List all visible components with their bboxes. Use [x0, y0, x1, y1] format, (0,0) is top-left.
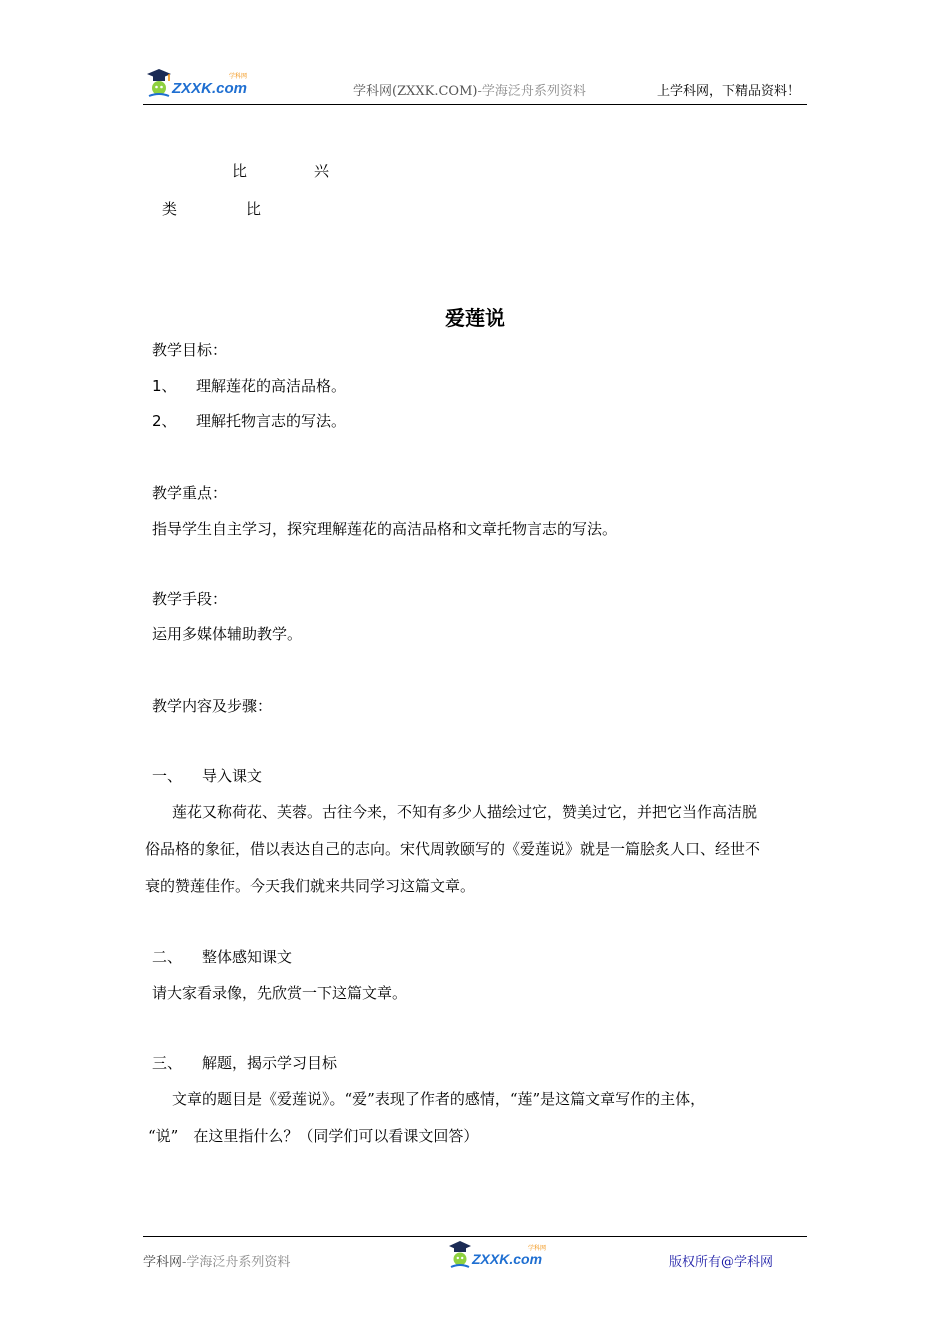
fragment-bi-1: 比 — [232, 162, 248, 180]
logo-tag: 学科网 — [229, 73, 248, 80]
header-center — [353, 80, 586, 99]
section-1-title: 导入课文 — [202, 767, 263, 785]
goal-2-number: 2、 — [152, 412, 177, 430]
fragment-lei: 类 — [162, 200, 178, 218]
header-divider — [143, 104, 807, 105]
means-heading: 教学手段： — [152, 590, 228, 608]
section-2-title: 整体感知课文 — [202, 948, 293, 966]
section-3-title: 解题，揭示学习目标 — [202, 1054, 338, 1072]
goal-1-text: 理解莲花的高洁品格。 — [196, 377, 347, 395]
fragment-xing: 兴 — [314, 162, 330, 180]
footer-copyright: 版权所有@学科网 — [669, 1255, 774, 1270]
footer-series: -学海泛舟系列资料 — [182, 1255, 291, 1270]
footer-site-name: 学科网 — [143, 1255, 183, 1270]
section-1-line-2: 俗品格的象征，借以表达自己的志向。宋代周敦颐写的《爱莲说》就是一篇脍炙人口、经世不 — [145, 840, 761, 858]
graduation-cap-icon — [449, 1241, 471, 1267]
section-1-number: 一、 — [152, 767, 183, 785]
fragment-bi-2: 比 — [246, 200, 262, 218]
section-1-line-1: 莲花又称荷花、芙蓉。古往今来，不知有多少人描绘过它，赞美过它，并把它当作高洁脱 — [172, 803, 758, 821]
section-2-line-1: 请大家看录像，先欣赏一下这篇文章。 — [152, 984, 408, 1002]
header-site-name: 学科网(ZXXK.COM) — [353, 84, 478, 99]
section-3-line-2: “说” 在这里指什么？（同学们可以看课文回答） — [148, 1127, 479, 1145]
footer-logo-wordmark: ZXXK.com — [472, 1251, 543, 1267]
section-1-line-3: 衰的赞莲佳作。今天我们就来共同学习这篇文章。 — [145, 877, 476, 895]
logo-wordmark: ZXXK.com — [172, 80, 248, 97]
header-series: -学海泛舟系列资料 — [477, 84, 586, 99]
footer-left — [143, 1251, 290, 1270]
header-slogan: 上学科网，下精品资料！ — [657, 84, 801, 99]
focus-heading: 教学重点： — [152, 484, 228, 502]
footer-logo-tag: 学科网 — [528, 1245, 547, 1252]
document-title: 爱莲说 — [445, 306, 505, 330]
section-3-number: 三、 — [152, 1054, 183, 1072]
focus-text: 指导学生自主学习，探究理解莲花的高洁品格和文章托物言志的写法。 — [152, 520, 618, 538]
zxxk-logo — [143, 64, 253, 100]
goal-2-text: 理解托物言志的写法。 — [196, 412, 347, 430]
section-3-line-1: 文章的题目是《爱莲说》。“爱”表现了作者的感情，“莲”是这篇文章写作的主体， — [172, 1090, 706, 1108]
means-text: 运用多媒体辅助教学。 — [152, 625, 303, 643]
goal-1-number: 1、 — [152, 377, 177, 395]
goals-heading: 教学目标： — [152, 341, 228, 359]
footer-zxxk-logo — [446, 1237, 550, 1271]
steps-heading: 教学内容及步骤： — [152, 697, 273, 715]
graduation-cap-icon — [147, 69, 171, 96]
section-2-number: 二、 — [152, 948, 183, 966]
